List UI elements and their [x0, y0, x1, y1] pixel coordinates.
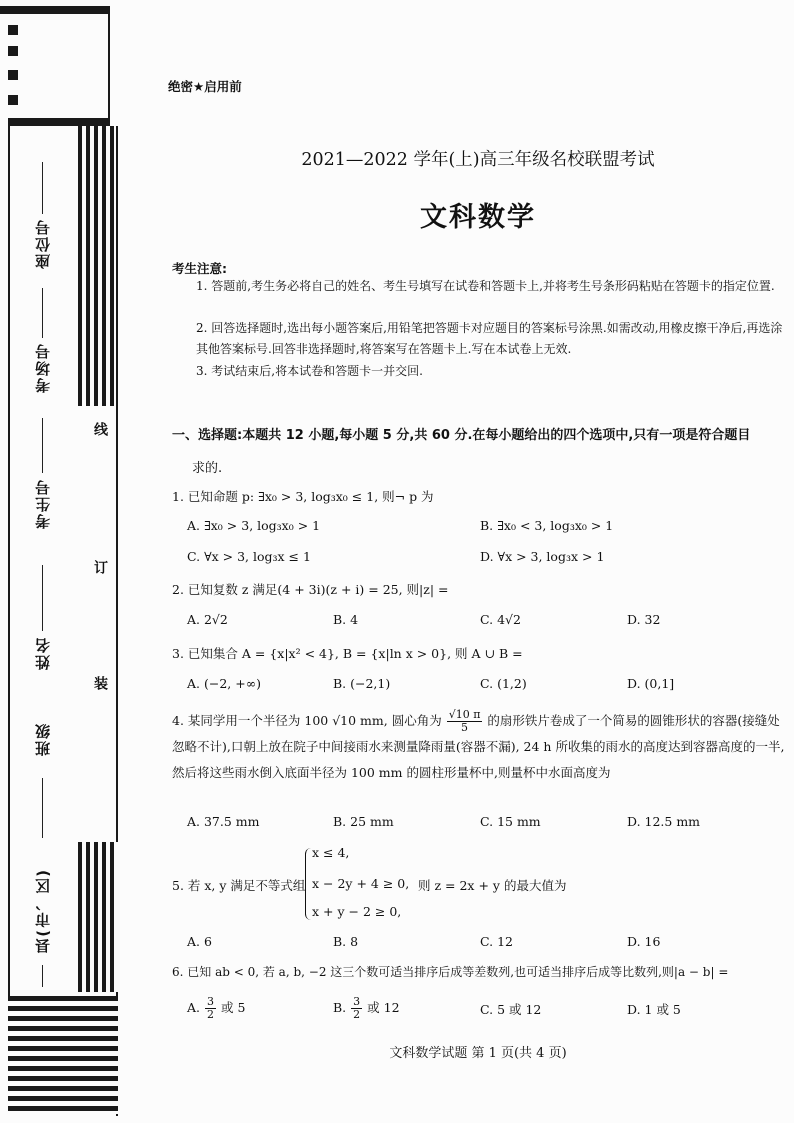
question-1-option-a: A. ∃x₀ > 3, log₃x₀ > 1: [187, 518, 321, 533]
question-2-stem: 2. 已知复数 z 满足(4 + 3i)(z + i) = 25, 则|z| =: [172, 582, 449, 597]
fraction-denominator: 2: [353, 1008, 361, 1021]
option-b-fraction: [351, 996, 362, 1021]
stripe-block-bottom: [78, 842, 118, 992]
section-heading-cont: 求的.: [192, 461, 223, 476]
question-5-option-c: C. 12: [480, 934, 513, 949]
fraction-denominator: 5: [461, 721, 469, 734]
marker-square: [8, 95, 18, 105]
option-label: B.: [333, 1000, 347, 1015]
question-3-option-c: C. (1,2): [480, 676, 527, 691]
question-5-stem-pre: 5. 若 x, y 满足不等式组: [172, 878, 306, 893]
option-tail: 或 5: [220, 1000, 246, 1015]
page-footer: 文科数学试题 第 1 页(共 4 页): [389, 1046, 567, 1061]
top-bar: [0, 6, 110, 14]
question-4-stem: [172, 708, 790, 786]
field-candidate-number-line: [42, 418, 43, 473]
question-5-condition-3: x + y − 2 ≥ 0,: [312, 904, 402, 919]
field-name: 姓名: [34, 636, 52, 670]
stripe-block-base: [8, 996, 118, 1114]
question-4-option-d: D. 12.5 mm: [627, 814, 701, 829]
fraction-denominator: 2: [207, 1008, 214, 1021]
exam-title: 2021—2022 学年(上)高三年级名校联盟考试: [301, 150, 655, 170]
notice-item-1: 1. 答题前,考生务必将自己的姓名、考生号填写在试卷和答题卡上,并将考生号条形码粘贴在答题卡的指定位置.: [196, 279, 775, 293]
fraction-numerator: √10 π: [448, 708, 481, 721]
question-5-stem-post: 则 z = 2x + y 的最大值为: [418, 878, 567, 893]
section-heading: 一、选择题:本题共 12 小题,每小题 5 分,共 60 分.在每小题给出的四个选项中,只有一项是符合题目: [172, 428, 751, 443]
question-5-option-d: D. 16: [627, 934, 661, 949]
option-tail: 或 12: [367, 1000, 400, 1015]
question-1-option-b: B. ∃x₀ < 3, log₃x₀ > 1: [480, 518, 614, 533]
question-5-option-a: A. 6: [187, 934, 212, 949]
question-6-option-b: [333, 996, 400, 1021]
marker-square: [8, 46, 18, 56]
question-2-option-c: C. 4√2: [480, 612, 521, 627]
option-label: A.: [187, 1000, 201, 1015]
question-2-option-b: B. 4: [333, 612, 359, 627]
question-2-option-d: D. 32: [627, 612, 661, 627]
question-6-option-d: D. 1 或 5: [627, 1002, 681, 1017]
stripe-block-top: [78, 126, 118, 406]
field-candidate-number: 考生号: [34, 478, 52, 529]
question-3-option-d: D. (0,1]: [627, 676, 675, 691]
notice-item-2: 2. 回答选择题时,选出每小题答案后,用铅笔把答题卡对应题目的答案标号涂黑.如需改动,用橡皮擦干净后,再选涂其他答案标号.回答非选择题时,将答案写在答题卡上.写在本试卷上无效.: [196, 321, 783, 356]
question-4-option-a: A. 37.5 mm: [187, 814, 260, 829]
strip-inner-line: [8, 126, 10, 996]
fraction-numerator: 3: [353, 995, 361, 1008]
field-class: 班级: [34, 722, 52, 756]
field-class-line: [42, 778, 43, 838]
question-2-option-a: A. 2√2: [187, 612, 228, 627]
question-1-stem: 1. 已知命题 p: ∃x₀ > 3, log₃x₀ ≤ 1, 则¬ p 为: [172, 489, 434, 504]
seal-mark-line: 线: [90, 418, 110, 440]
field-seat-number: 座位号: [34, 218, 52, 269]
notice-heading: 考生注意:: [172, 261, 227, 276]
field-name-line: [42, 565, 43, 631]
question-6-option-a: [187, 996, 245, 1021]
question-5-option-b: B. 8: [333, 934, 359, 949]
field-room-number-line: [42, 288, 43, 338]
marker-square: [8, 70, 18, 80]
binding-strip: [0, 0, 125, 1123]
question-6-stem: 6. 已知 ab < 0, 若 a, b, −2 这三个数可适当排序后成等差数列,也可适当排序后成等比数列,则|a − b| =: [172, 965, 729, 979]
question-4-option-b: B. 25 mm: [333, 814, 394, 829]
question-3-option-a: A. (−2, +∞): [187, 676, 261, 691]
question-4-part1: 4. 某同学用一个半径为 100 √10 mm, 圆心角为: [172, 713, 442, 728]
question-1-option-d: D. ∀x > 3, log₃x > 1: [480, 549, 605, 564]
question-4-angle-fraction: [447, 709, 483, 734]
field-seat-number-line: [42, 162, 43, 214]
fraction-numerator: 3: [207, 995, 214, 1008]
field-room-number: 考场号: [34, 342, 52, 393]
secret-mark: 绝密★启用前: [168, 79, 242, 94]
subject-title: 文科数学: [420, 202, 536, 233]
question-4-part2: 的扇形铁片卷成了一个简易的圆锥形状的容器(接缝处忽略不计),口朝上放在院子中间接雨水来测量降雨量(容器不漏), 24 h 所收集的雨水的高度达到容器高度的一半,然后将这些雨水倒入底面半径为 100 mm 的圆柱形量杯中,则量杯中水面高度为: [172, 713, 785, 780]
question-4-option-c: C. 15 mm: [480, 814, 541, 829]
question-5-condition-2: x − 2y + 4 ≥ 0,: [312, 876, 410, 891]
field-county: 县(市、区): [34, 868, 52, 954]
option-a-fraction: [205, 996, 216, 1021]
question-5-condition-1: x ≤ 4,: [312, 845, 350, 860]
strip-divider: [8, 118, 110, 126]
notice-item-3: 3. 考试结束后,将本试卷和答题卡一并交回.: [196, 364, 423, 378]
question-3-stem: 3. 已知集合 A = {x|x² < 4}, B = {x|ln x > 0}, 则 A ∪ B =: [172, 646, 523, 661]
marker-square: [8, 25, 18, 35]
question-3-option-b: B. (−2,1): [333, 676, 391, 691]
question-1-option-c: C. ∀x > 3, log₃x ≤ 1: [187, 549, 311, 564]
strip-right-border: [108, 6, 110, 124]
question-6-option-c: C. 5 或 12: [480, 1002, 542, 1017]
seal-mark-staple: 订: [92, 560, 108, 574]
field-county-line: [42, 965, 43, 987]
seal-mark-bind: 装: [92, 676, 108, 690]
